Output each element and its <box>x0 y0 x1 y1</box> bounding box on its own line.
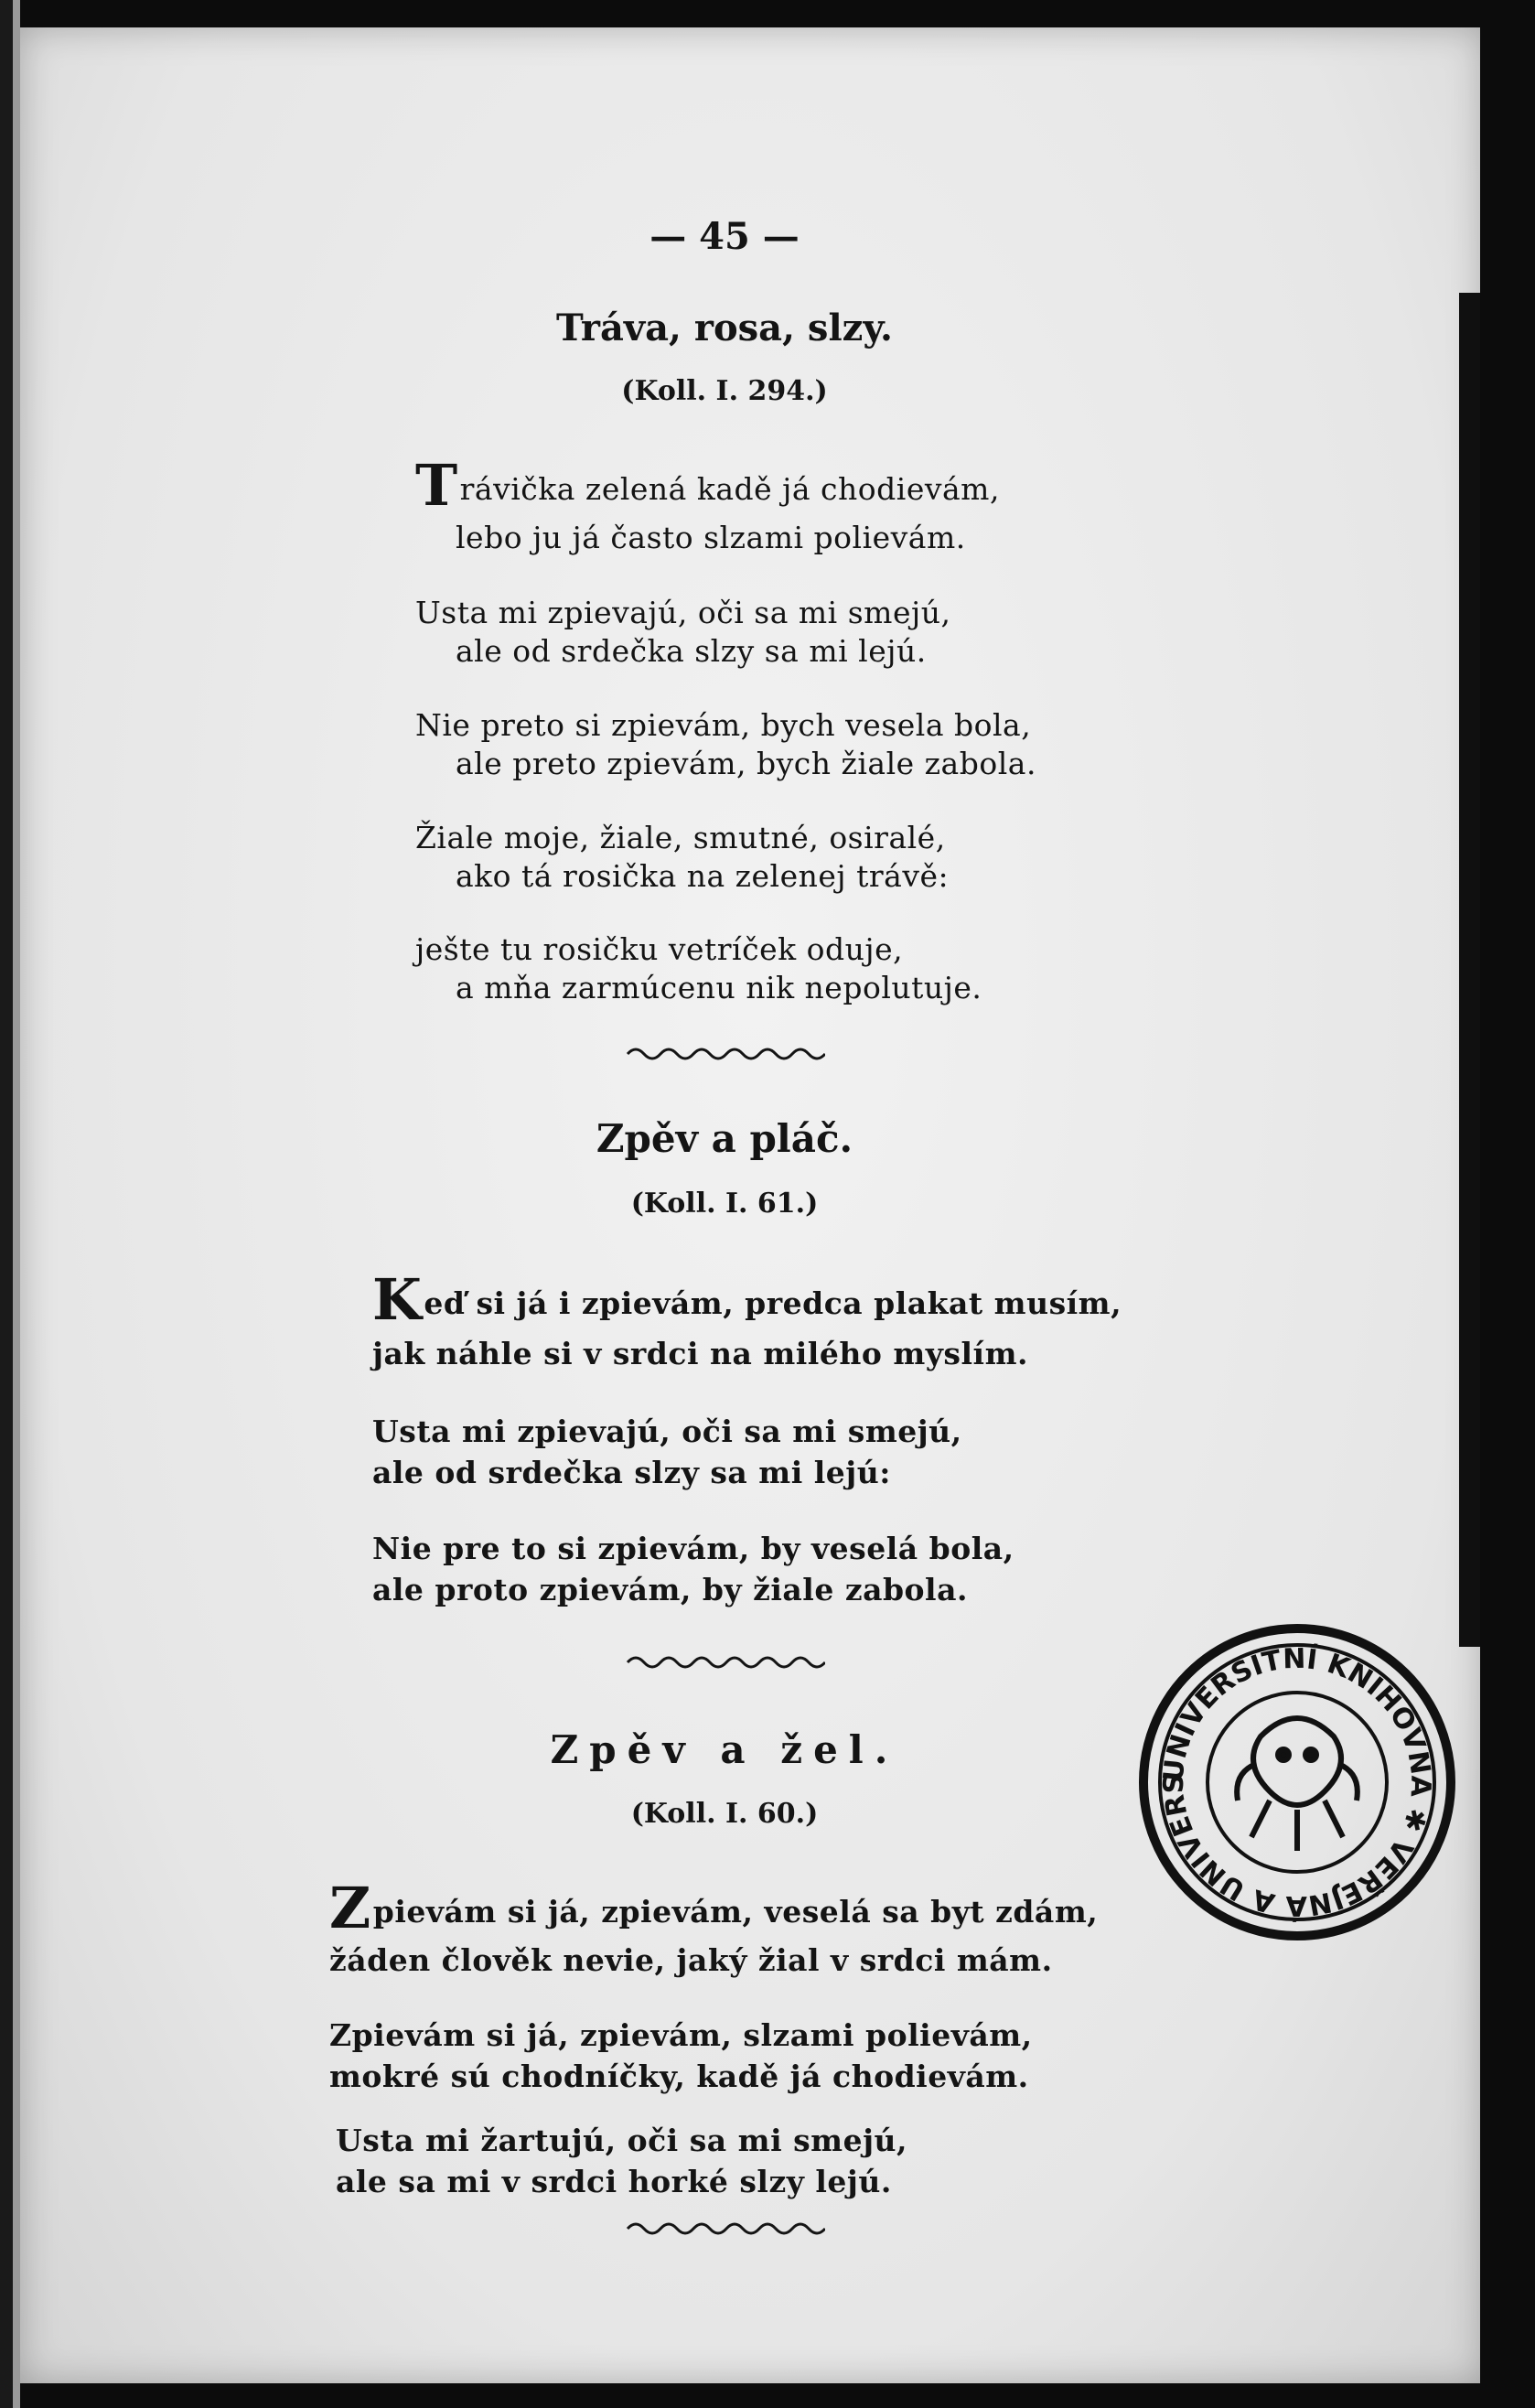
verse-line: Zpievám si já, zpievám, slzami polievám, <box>329 2017 1033 2053</box>
verse-line: Žiale moje, žiale, smutné, osiralé, <box>415 820 946 855</box>
poem-title: Zpěv a pláč. <box>596 1116 853 1161</box>
lion-emblem-icon <box>1237 1718 1358 1851</box>
verse-line: ale preto zpievám, bych žiale zabola. <box>456 746 1036 781</box>
verse-line: a mňa zarmúcenu nik nepolutuje. <box>456 970 982 1005</box>
verse-line: ale sa mi v srdci horké slzy lejú. <box>336 2164 892 2199</box>
verse-line: Usta mi zpievajú, oči sa mi smejú, <box>415 595 951 630</box>
book-page <box>20 27 1484 2383</box>
drop-cap: K <box>372 1266 423 1333</box>
verse-line <box>372 1266 1122 1333</box>
verse-line: ješte tu rosičku vetríček oduje, <box>415 931 904 967</box>
stamp-text-path: UNIVERSITNÍ KNIHOVNA ✱ VEŘEJNÁ A UNIVERS <box>1157 1642 1437 1922</box>
scan-right-border <box>1480 0 1535 2408</box>
verse-line: Usta mi žartujú, oči sa mi smejú, <box>336 2123 908 2158</box>
library-stamp <box>1132 1618 1462 1947</box>
poem-title: Tráva, rosa, slzy. <box>556 306 893 349</box>
verse-line <box>329 1875 1099 1941</box>
verse-line: žáden člověk nevie, jaký žial v srdci mám. <box>329 1942 1053 1978</box>
verse-text: rávička zelená kadě já chodievám, <box>459 471 1000 507</box>
page-number: — 45 — <box>649 215 800 258</box>
verse-line: Nie pre to si zpievám, by veselá bola, <box>372 1531 1014 1566</box>
verse-line: ale proto zpievám, by žiale zabola. <box>372 1572 968 1607</box>
verse-line: mokré sú chodníčky, kadě já chodievám. <box>329 2059 1029 2094</box>
drop-cap: Z <box>329 1875 371 1941</box>
verse-line: lebo ju já často slzami polievám. <box>456 520 966 555</box>
verse-line: ale od srdečka slzy sa mi lejú. <box>456 633 927 669</box>
poem-title: Zpěv a žel. <box>550 1727 899 1772</box>
verse-line: Usta mi zpievajú, oči sa mi smejú, <box>372 1414 962 1449</box>
verse-text: eď si já i zpievám, predca plakat musím, <box>424 1285 1122 1321</box>
ornament-divider <box>20 2216 1429 2241</box>
verse-line: jak náhle si v srdci na milého myslím. <box>372 1336 1028 1371</box>
poem-source: (Koll. I. 61.) <box>630 1188 819 1220</box>
poem-source: (Koll. I. 294.) <box>621 375 828 407</box>
verse-line: ako tá rosička na zelenej trávě: <box>456 858 950 894</box>
drop-cap: T <box>415 452 458 519</box>
verse-line: ale od srdečka slzy sa mi lejú: <box>372 1455 891 1490</box>
verse-line <box>415 452 1000 519</box>
ornament-divider <box>20 1041 1429 1067</box>
scan-left-edge <box>13 0 20 2408</box>
verse-line: Nie preto si zpievám, bych vesela bola, <box>415 707 1032 743</box>
scan-left-border <box>0 0 13 2408</box>
verse-text: pievám si já, zpievám, veselá sa byt zdám, <box>372 1894 1099 1930</box>
poem-source: (Koll. I. 60.) <box>630 1798 819 1830</box>
